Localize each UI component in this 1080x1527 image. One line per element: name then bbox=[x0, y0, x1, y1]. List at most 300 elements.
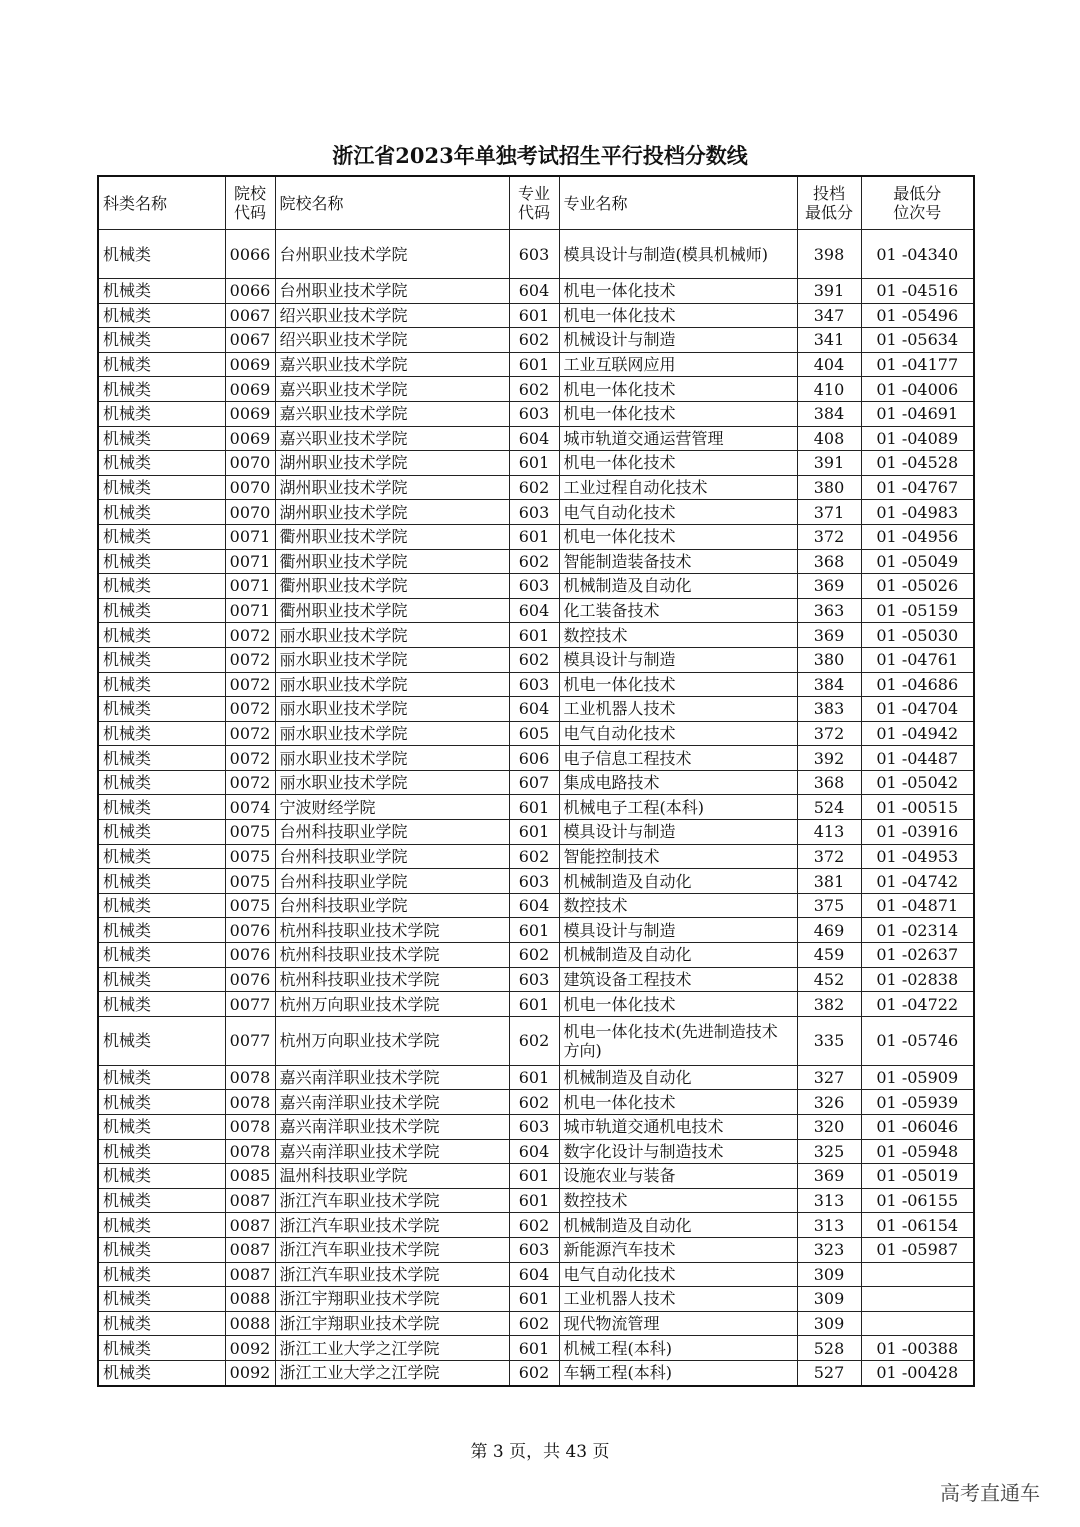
cell-school-name: 丽水职业技术学院 bbox=[275, 623, 509, 648]
table-row bbox=[98, 1336, 974, 1361]
cell-school-code: 0071 bbox=[225, 524, 275, 549]
cell-min-score: 528 bbox=[797, 1336, 861, 1361]
cell-major-code: 603 bbox=[509, 401, 559, 426]
cell-min-score: 413 bbox=[797, 820, 861, 845]
cell-min-score: 309 bbox=[797, 1262, 861, 1287]
table-row bbox=[98, 869, 974, 894]
cell-min-rank: 01 -02314 bbox=[861, 918, 974, 943]
cell-major-name: 电气自动化技术 bbox=[559, 500, 797, 525]
header-major-name: 专业名称 bbox=[559, 176, 797, 230]
cell-school-name: 衢州职业技术学院 bbox=[275, 574, 509, 599]
table-row bbox=[98, 672, 974, 697]
cell-school-code: 0088 bbox=[225, 1287, 275, 1312]
cell-min-score: 527 bbox=[797, 1360, 861, 1385]
cell-major-code: 601 bbox=[509, 1164, 559, 1189]
page-footer: 第 3 页，共 43 页 bbox=[470, 1442, 610, 1462]
table-row bbox=[98, 426, 974, 451]
table-row bbox=[98, 1139, 974, 1164]
cell-school-name: 浙江汽车职业技术学院 bbox=[275, 1213, 509, 1238]
cell-school-name: 台州科技职业学院 bbox=[275, 893, 509, 918]
cell-major-code: 607 bbox=[509, 770, 559, 795]
cell-min-score: 313 bbox=[797, 1213, 861, 1238]
cell-min-score: 369 bbox=[797, 623, 861, 648]
cell-min-rank: 01 -06154 bbox=[861, 1213, 974, 1238]
cell-school-code: 0069 bbox=[225, 401, 275, 426]
cell-major-code: 602 bbox=[509, 1090, 559, 1115]
cell-major-name: 机电一体化技术 bbox=[559, 1090, 797, 1115]
cell-min-rank: 01 -04177 bbox=[861, 352, 974, 377]
cell-major-name: 智能控制技术 bbox=[559, 844, 797, 869]
cell-major-name: 现代物流管理 bbox=[559, 1311, 797, 1336]
cell-school-name: 衢州职业技术学院 bbox=[275, 549, 509, 574]
cell-major-code: 602 bbox=[509, 1311, 559, 1336]
cell-min-rank: 01 -04871 bbox=[861, 893, 974, 918]
cell-school-name: 杭州科技职业技术学院 bbox=[275, 943, 509, 968]
cell-min-rank: 01 -00515 bbox=[861, 795, 974, 820]
cell-school-code: 0092 bbox=[225, 1336, 275, 1361]
cell-school-code: 0072 bbox=[225, 623, 275, 648]
cell-min-rank: 01 -04983 bbox=[861, 500, 974, 525]
cell-major-code: 603 bbox=[509, 230, 559, 279]
cell-min-score: 347 bbox=[797, 303, 861, 328]
cell-major-code: 601 bbox=[509, 451, 559, 476]
cell-major-code: 602 bbox=[509, 1016, 559, 1065]
cell-min-score: 320 bbox=[797, 1115, 861, 1140]
table-row bbox=[98, 697, 974, 722]
cell-major-name: 电气自动化技术 bbox=[559, 721, 797, 746]
cell-category: 机械类 bbox=[98, 1213, 225, 1238]
cell-school-code: 0071 bbox=[225, 598, 275, 623]
table-row bbox=[98, 549, 974, 574]
cell-major-name: 机械工程(本科) bbox=[559, 1336, 797, 1361]
cell-major-code: 601 bbox=[509, 795, 559, 820]
cell-school-code: 0087 bbox=[225, 1188, 275, 1213]
cell-major-code: 604 bbox=[509, 1262, 559, 1287]
table-row bbox=[98, 1016, 974, 1065]
cell-school-code: 0077 bbox=[225, 1016, 275, 1065]
cell-min-score: 380 bbox=[797, 647, 861, 672]
cell-school-code: 0066 bbox=[225, 279, 275, 304]
table-row bbox=[98, 1090, 974, 1115]
table-row bbox=[98, 721, 974, 746]
cell-school-name: 浙江宇翔职业技术学院 bbox=[275, 1287, 509, 1312]
cell-category: 机械类 bbox=[98, 1065, 225, 1090]
cell-major-code: 604 bbox=[509, 598, 559, 623]
cell-min-rank: 01 -05026 bbox=[861, 574, 974, 599]
cell-school-name: 台州职业技术学院 bbox=[275, 230, 509, 279]
cell-school-code: 0078 bbox=[225, 1115, 275, 1140]
cell-school-code: 0075 bbox=[225, 820, 275, 845]
table-row bbox=[98, 524, 974, 549]
cell-school-name: 浙江汽车职业技术学院 bbox=[275, 1262, 509, 1287]
cell-min-score: 323 bbox=[797, 1237, 861, 1262]
cell-min-rank: 01 -04722 bbox=[861, 992, 974, 1017]
cell-school-name: 丽水职业技术学院 bbox=[275, 721, 509, 746]
cell-min-score: 363 bbox=[797, 598, 861, 623]
cell-category: 机械类 bbox=[98, 451, 225, 476]
cell-min-score: 375 bbox=[797, 893, 861, 918]
cell-category: 机械类 bbox=[98, 820, 225, 845]
cell-category: 机械类 bbox=[98, 992, 225, 1017]
cell-major-name: 城市轨道交通运营管理 bbox=[559, 426, 797, 451]
cell-category: 机械类 bbox=[98, 918, 225, 943]
table-row bbox=[98, 623, 974, 648]
cell-school-code: 0071 bbox=[225, 574, 275, 599]
cell-min-rank: 01 -04956 bbox=[861, 524, 974, 549]
cell-min-rank bbox=[861, 1287, 974, 1312]
cell-category: 机械类 bbox=[98, 500, 225, 525]
table-row bbox=[98, 746, 974, 771]
cell-school-name: 温州科技职业学院 bbox=[275, 1164, 509, 1189]
cell-category: 机械类 bbox=[98, 795, 225, 820]
cell-min-score: 309 bbox=[797, 1311, 861, 1336]
cell-min-rank: 01 -02637 bbox=[861, 943, 974, 968]
cell-min-score: 524 bbox=[797, 795, 861, 820]
page-title: 浙江省2023年单独考试招生平行投档分数线 bbox=[332, 143, 748, 168]
cell-min-score: 327 bbox=[797, 1065, 861, 1090]
cell-major-name: 城市轨道交通机电技术 bbox=[559, 1115, 797, 1140]
cell-category: 机械类 bbox=[98, 1188, 225, 1213]
cell-category: 机械类 bbox=[98, 746, 225, 771]
cell-major-name: 模具设计与制造(模具机械师) bbox=[559, 230, 797, 279]
cell-category: 机械类 bbox=[98, 672, 225, 697]
cell-major-name: 工业互联网应用 bbox=[559, 352, 797, 377]
cell-category: 机械类 bbox=[98, 869, 225, 894]
cell-min-rank: 01 -03916 bbox=[861, 820, 974, 845]
cell-major-code: 603 bbox=[509, 967, 559, 992]
cell-min-score: 326 bbox=[797, 1090, 861, 1115]
table-row bbox=[98, 475, 974, 500]
cell-school-name: 绍兴职业技术学院 bbox=[275, 328, 509, 353]
cell-school-name: 嘉兴职业技术学院 bbox=[275, 426, 509, 451]
cell-school-code: 0069 bbox=[225, 426, 275, 451]
cell-school-name: 湖州职业技术学院 bbox=[275, 475, 509, 500]
cell-school-code: 0072 bbox=[225, 697, 275, 722]
cell-major-code: 601 bbox=[509, 1065, 559, 1090]
cell-major-name: 数字化设计与制造技术 bbox=[559, 1139, 797, 1164]
table-row bbox=[98, 451, 974, 476]
cell-school-name: 嘉兴南洋职业技术学院 bbox=[275, 1065, 509, 1090]
table-row bbox=[98, 598, 974, 623]
cell-min-rank: 01 -05939 bbox=[861, 1090, 974, 1115]
cell-major-code: 601 bbox=[509, 303, 559, 328]
header-category: 科类名称 bbox=[98, 176, 225, 230]
cell-min-rank: 01 -04006 bbox=[861, 377, 974, 402]
cell-min-score: 372 bbox=[797, 524, 861, 549]
cell-category: 机械类 bbox=[98, 279, 225, 304]
cell-category: 机械类 bbox=[98, 549, 225, 574]
cell-school-code: 0078 bbox=[225, 1139, 275, 1164]
table-row bbox=[98, 303, 974, 328]
cell-major-name: 机电一体化技术 bbox=[559, 279, 797, 304]
cell-major-name: 模具设计与制造 bbox=[559, 647, 797, 672]
table-row bbox=[98, 647, 974, 672]
cell-min-score: 408 bbox=[797, 426, 861, 451]
cell-category: 机械类 bbox=[98, 1311, 225, 1336]
cell-major-code: 601 bbox=[509, 352, 559, 377]
cell-school-code: 0071 bbox=[225, 549, 275, 574]
cell-category: 机械类 bbox=[98, 475, 225, 500]
cell-school-name: 绍兴职业技术学院 bbox=[275, 303, 509, 328]
header-major-code: 专业 代码 bbox=[509, 176, 559, 230]
cell-min-score: 369 bbox=[797, 1164, 861, 1189]
cell-min-rank: 01 -04089 bbox=[861, 426, 974, 451]
table-row bbox=[98, 1115, 974, 1140]
cell-school-name: 丽水职业技术学院 bbox=[275, 647, 509, 672]
table-row bbox=[98, 1262, 974, 1287]
cell-school-name: 丽水职业技术学院 bbox=[275, 770, 509, 795]
cell-school-code: 0072 bbox=[225, 770, 275, 795]
table-row bbox=[98, 967, 974, 992]
cell-min-rank: 01 -06046 bbox=[861, 1115, 974, 1140]
cell-school-name: 杭州科技职业技术学院 bbox=[275, 967, 509, 992]
cell-major-code: 604 bbox=[509, 893, 559, 918]
cell-min-score: 368 bbox=[797, 549, 861, 574]
cell-major-code: 603 bbox=[509, 574, 559, 599]
cell-min-rank: 01 -04704 bbox=[861, 697, 974, 722]
cell-major-name: 模具设计与制造 bbox=[559, 918, 797, 943]
table-row bbox=[98, 1065, 974, 1090]
cell-min-rank: 01 -04761 bbox=[861, 647, 974, 672]
cell-category: 机械类 bbox=[98, 943, 225, 968]
header-min-score: 投档 最低分 bbox=[797, 176, 861, 230]
cell-school-code: 0074 bbox=[225, 795, 275, 820]
cell-major-code: 604 bbox=[509, 426, 559, 451]
cell-major-code: 602 bbox=[509, 475, 559, 500]
cell-min-rank: 01 -05030 bbox=[861, 623, 974, 648]
table-row bbox=[98, 1213, 974, 1238]
cell-major-name: 机械制造及自动化 bbox=[559, 943, 797, 968]
cell-major-name: 机电一体化技术 bbox=[559, 303, 797, 328]
cell-school-code: 0085 bbox=[225, 1164, 275, 1189]
cell-school-name: 嘉兴南洋职业技术学院 bbox=[275, 1139, 509, 1164]
cell-major-code: 603 bbox=[509, 869, 559, 894]
cell-major-name: 化工装备技术 bbox=[559, 598, 797, 623]
cell-major-name: 工业机器人技术 bbox=[559, 697, 797, 722]
cell-category: 机械类 bbox=[98, 623, 225, 648]
cell-min-rank: 01 -04487 bbox=[861, 746, 974, 771]
cell-category: 机械类 bbox=[98, 574, 225, 599]
cell-min-rank: 01 -04942 bbox=[861, 721, 974, 746]
cell-school-name: 嘉兴职业技术学院 bbox=[275, 352, 509, 377]
table-row bbox=[98, 1360, 974, 1385]
cell-school-name: 湖州职业技术学院 bbox=[275, 451, 509, 476]
cell-min-score: 372 bbox=[797, 721, 861, 746]
cell-min-rank: 01 -05634 bbox=[861, 328, 974, 353]
cell-school-name: 湖州职业技术学院 bbox=[275, 500, 509, 525]
cell-school-name: 衢州职业技术学院 bbox=[275, 524, 509, 549]
cell-category: 机械类 bbox=[98, 770, 225, 795]
cell-category: 机械类 bbox=[98, 401, 225, 426]
cell-school-code: 0077 bbox=[225, 992, 275, 1017]
score-table bbox=[97, 175, 975, 1387]
cell-school-code: 0066 bbox=[225, 230, 275, 279]
cell-school-name: 台州科技职业学院 bbox=[275, 820, 509, 845]
cell-min-score: 469 bbox=[797, 918, 861, 943]
cell-major-name: 集成电路技术 bbox=[559, 770, 797, 795]
cell-major-name: 工业过程自动化技术 bbox=[559, 475, 797, 500]
table-row bbox=[98, 992, 974, 1017]
cell-min-score: 410 bbox=[797, 377, 861, 402]
cell-major-code: 604 bbox=[509, 697, 559, 722]
cell-min-score: 384 bbox=[797, 401, 861, 426]
table-row bbox=[98, 1237, 974, 1262]
cell-min-rank: 01 -04742 bbox=[861, 869, 974, 894]
cell-category: 机械类 bbox=[98, 1164, 225, 1189]
cell-school-name: 杭州万向职业技术学院 bbox=[275, 1016, 509, 1065]
cell-school-code: 0076 bbox=[225, 943, 275, 968]
cell-min-rank: 01 -05909 bbox=[861, 1065, 974, 1090]
cell-major-code: 602 bbox=[509, 1360, 559, 1385]
cell-min-rank: 01 -05019 bbox=[861, 1164, 974, 1189]
cell-school-code: 0067 bbox=[225, 303, 275, 328]
cell-major-name: 机电一体化技术 bbox=[559, 451, 797, 476]
cell-major-name: 新能源汽车技术 bbox=[559, 1237, 797, 1262]
cell-school-code: 0072 bbox=[225, 672, 275, 697]
cell-min-score: 325 bbox=[797, 1139, 861, 1164]
cell-major-code: 604 bbox=[509, 279, 559, 304]
cell-min-rank: 01 -04691 bbox=[861, 401, 974, 426]
cell-min-score: 380 bbox=[797, 475, 861, 500]
cell-major-code: 603 bbox=[509, 500, 559, 525]
cell-school-name: 嘉兴职业技术学院 bbox=[275, 401, 509, 426]
cell-major-code: 602 bbox=[509, 328, 559, 353]
cell-major-name: 电子信息工程技术 bbox=[559, 746, 797, 771]
cell-min-score: 383 bbox=[797, 697, 861, 722]
cell-school-code: 0070 bbox=[225, 475, 275, 500]
cell-min-rank: 01 -06155 bbox=[861, 1188, 974, 1213]
cell-min-rank: 01 -05159 bbox=[861, 598, 974, 623]
cell-major-name: 数控技术 bbox=[559, 623, 797, 648]
cell-school-name: 杭州科技职业技术学院 bbox=[275, 918, 509, 943]
cell-major-name: 数控技术 bbox=[559, 893, 797, 918]
cell-major-name: 机电一体化技术 bbox=[559, 401, 797, 426]
cell-school-name: 杭州万向职业技术学院 bbox=[275, 992, 509, 1017]
cell-category: 机械类 bbox=[98, 844, 225, 869]
table-row bbox=[98, 918, 974, 943]
cell-school-code: 0067 bbox=[225, 328, 275, 353]
cell-major-name: 机电一体化技术 bbox=[559, 524, 797, 549]
cell-min-score: 404 bbox=[797, 352, 861, 377]
cell-major-code: 602 bbox=[509, 647, 559, 672]
cell-school-code: 0078 bbox=[225, 1065, 275, 1090]
cell-min-score: 398 bbox=[797, 230, 861, 279]
cell-school-code: 0075 bbox=[225, 869, 275, 894]
cell-category: 机械类 bbox=[98, 893, 225, 918]
cell-major-code: 602 bbox=[509, 844, 559, 869]
cell-major-code: 602 bbox=[509, 377, 559, 402]
table-row bbox=[98, 574, 974, 599]
cell-min-rank: 01 -05987 bbox=[861, 1237, 974, 1262]
cell-school-code: 0072 bbox=[225, 647, 275, 672]
cell-school-code: 0092 bbox=[225, 1360, 275, 1385]
cell-school-name: 嘉兴南洋职业技术学院 bbox=[275, 1090, 509, 1115]
cell-min-score: 452 bbox=[797, 967, 861, 992]
cell-school-code: 0072 bbox=[225, 721, 275, 746]
cell-major-name: 智能制造装备技术 bbox=[559, 549, 797, 574]
cell-major-code: 604 bbox=[509, 1139, 559, 1164]
table-row bbox=[98, 328, 974, 353]
table-row bbox=[98, 1188, 974, 1213]
cell-school-name: 浙江工业大学之江学院 bbox=[275, 1336, 509, 1361]
cell-major-code: 601 bbox=[509, 623, 559, 648]
cell-major-name: 机械电子工程(本科) bbox=[559, 795, 797, 820]
cell-min-rank: 01 -05746 bbox=[861, 1016, 974, 1065]
table-row bbox=[98, 943, 974, 968]
cell-major-name: 设施农业与装备 bbox=[559, 1164, 797, 1189]
cell-school-code: 0087 bbox=[225, 1237, 275, 1262]
table-row bbox=[98, 1164, 974, 1189]
cell-min-score: 313 bbox=[797, 1188, 861, 1213]
cell-school-name: 台州职业技术学院 bbox=[275, 279, 509, 304]
cell-major-name: 机械制造及自动化 bbox=[559, 869, 797, 894]
header-min-rank: 最低分 位次号 bbox=[861, 176, 974, 230]
cell-major-code: 601 bbox=[509, 1188, 559, 1213]
cell-school-code: 0069 bbox=[225, 352, 275, 377]
table-row bbox=[98, 770, 974, 795]
cell-min-score: 368 bbox=[797, 770, 861, 795]
table-header-row bbox=[98, 176, 974, 230]
cell-min-rank: 01 -05948 bbox=[861, 1139, 974, 1164]
cell-min-score: 369 bbox=[797, 574, 861, 599]
table-row bbox=[98, 500, 974, 525]
cell-category: 机械类 bbox=[98, 426, 225, 451]
cell-school-name: 宁波财经学院 bbox=[275, 795, 509, 820]
cell-category: 机械类 bbox=[98, 647, 225, 672]
cell-min-rank: 01 -04686 bbox=[861, 672, 974, 697]
cell-school-code: 0072 bbox=[225, 746, 275, 771]
cell-school-code: 0076 bbox=[225, 918, 275, 943]
cell-major-code: 601 bbox=[509, 992, 559, 1017]
cell-major-code: 601 bbox=[509, 918, 559, 943]
cell-school-name: 浙江宇翔职业技术学院 bbox=[275, 1311, 509, 1336]
cell-school-code: 0087 bbox=[225, 1262, 275, 1287]
cell-min-score: 392 bbox=[797, 746, 861, 771]
cell-major-code: 606 bbox=[509, 746, 559, 771]
watermark: 高考直通车 bbox=[940, 1481, 1040, 1505]
cell-min-rank: 01 -04340 bbox=[861, 230, 974, 279]
cell-school-name: 浙江汽车职业技术学院 bbox=[275, 1188, 509, 1213]
cell-school-code: 0088 bbox=[225, 1311, 275, 1336]
cell-min-score: 309 bbox=[797, 1287, 861, 1312]
cell-major-code: 601 bbox=[509, 1336, 559, 1361]
cell-min-score: 384 bbox=[797, 672, 861, 697]
cell-min-rank: 01 -02838 bbox=[861, 967, 974, 992]
cell-major-name: 电气自动化技术 bbox=[559, 1262, 797, 1287]
table-row bbox=[98, 279, 974, 304]
cell-category: 机械类 bbox=[98, 697, 225, 722]
cell-min-score: 372 bbox=[797, 844, 861, 869]
cell-min-rank: 01 -05496 bbox=[861, 303, 974, 328]
cell-category: 机械类 bbox=[98, 1090, 225, 1115]
table-row bbox=[98, 401, 974, 426]
cell-category: 机械类 bbox=[98, 1139, 225, 1164]
cell-category: 机械类 bbox=[98, 377, 225, 402]
table-row bbox=[98, 893, 974, 918]
cell-major-name: 机电一体化技术(先进制造技术方向) bbox=[559, 1016, 797, 1065]
cell-min-score: 341 bbox=[797, 328, 861, 353]
header-school-name: 院校名称 bbox=[275, 176, 509, 230]
cell-major-name: 机电一体化技术 bbox=[559, 672, 797, 697]
cell-category: 机械类 bbox=[98, 1336, 225, 1361]
cell-min-score: 459 bbox=[797, 943, 861, 968]
cell-category: 机械类 bbox=[98, 230, 225, 279]
cell-min-score: 371 bbox=[797, 500, 861, 525]
cell-school-name: 丽水职业技术学院 bbox=[275, 697, 509, 722]
cell-major-name: 机电一体化技术 bbox=[559, 377, 797, 402]
cell-school-name: 台州科技职业学院 bbox=[275, 844, 509, 869]
table-row bbox=[98, 795, 974, 820]
